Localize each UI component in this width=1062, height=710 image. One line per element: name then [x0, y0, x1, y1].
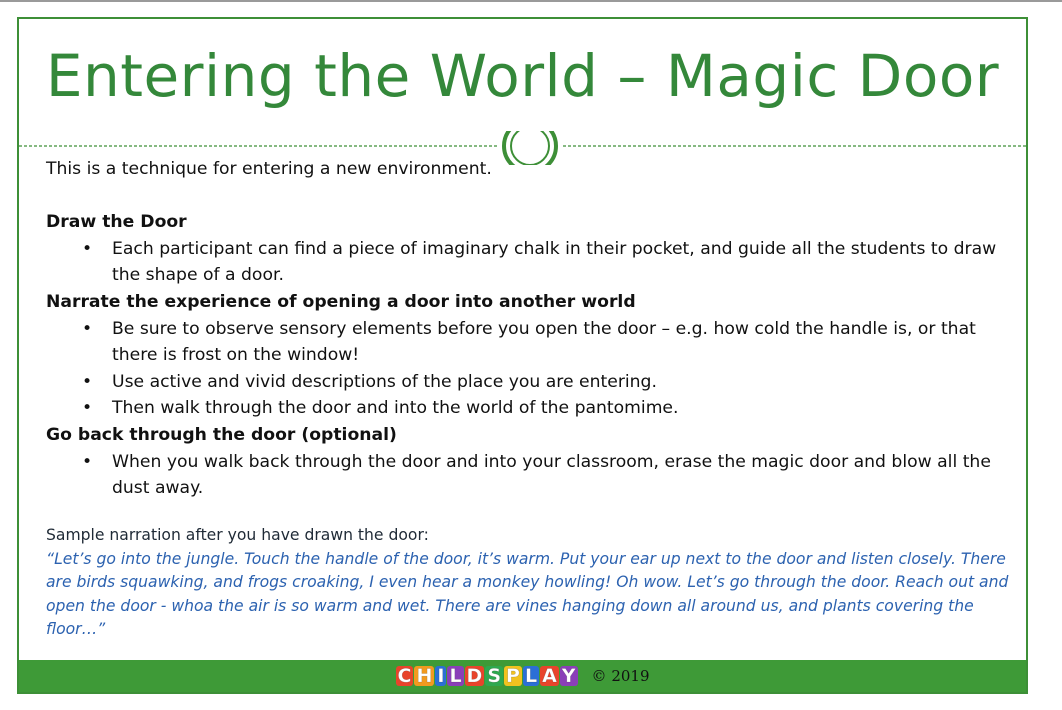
copyright-text: © 2019	[591, 667, 650, 685]
logo-letter: D	[466, 665, 483, 687]
spacer	[46, 183, 1006, 210]
section-heading-back: Go back through the door (optional)	[46, 424, 397, 445]
bullet-icon: •	[82, 318, 93, 339]
bullet-list-draw	[46, 236, 1006, 289]
bullet-text: Be sure to observe sensory elements before you open the door – e.g. how cold the handle is, or that there is frost on the window!	[112, 318, 976, 366]
list-item	[46, 236, 1006, 289]
list-item	[46, 316, 1006, 369]
bullet-list-narrate	[46, 316, 1006, 422]
bullet-list-back	[46, 449, 1006, 502]
sample-narration	[46, 524, 1031, 642]
logo-letter: L	[449, 665, 462, 687]
logo-letter: S	[487, 665, 502, 687]
document-card	[17, 17, 1028, 694]
list-item	[46, 395, 1006, 422]
bullet-text: When you walk back through the door and into your classroom, erase the magic door and blow all the dust away.	[112, 451, 991, 499]
logo-letter: L	[524, 665, 538, 687]
list-item	[46, 369, 1006, 396]
logo-letter: I	[437, 665, 445, 687]
logo-letter: H	[416, 665, 433, 687]
footer-bar	[19, 660, 1026, 692]
bullet-text: Use active and vivid descriptions of the place you are entering.	[112, 371, 657, 392]
logo-letter: A	[542, 665, 557, 687]
page-title: Entering the World – Magic Door	[45, 42, 1000, 110]
logo-letter: C	[397, 665, 412, 687]
bullet-text: Each participant can find a piece of imaginary chalk in their pocket, and guide all the students to draw the shape of a door.	[112, 238, 997, 286]
section-heading-narrate: Narrate the experience of opening a door into another world	[46, 291, 636, 312]
childsplay-logo	[396, 666, 578, 686]
logo-letter: Y	[561, 665, 576, 687]
top-rule	[0, 0, 1062, 2]
instructions	[46, 156, 1006, 502]
bullet-icon: •	[82, 398, 93, 419]
bullet-icon: •	[82, 451, 93, 472]
logo-letter: P	[506, 665, 520, 687]
bullet-icon: •	[82, 371, 93, 392]
section-heading-draw: Draw the Door	[46, 212, 187, 233]
intro-text: This is a technique for entering a new environment.	[46, 159, 492, 179]
list-item	[46, 449, 1006, 502]
bullet-icon: •	[82, 238, 93, 259]
sample-label: Sample narration after you have drawn the door:	[46, 526, 429, 544]
bullet-text: Then walk through the door and into the world of the pantomime.	[112, 398, 679, 419]
sample-quote: “Let’s go into the jungle. Touch the handle of the door, it’s warm. Put your ear up next to the door and listen closely. There are birds squawking, and frogs croaking, I even hear a monkey howling! Oh wow. Let’s go through the door. Reach out and open the door - whoa the air is so warm and wet. There are vines hanging down all around us, and plants covering the floor…”	[46, 549, 1009, 639]
